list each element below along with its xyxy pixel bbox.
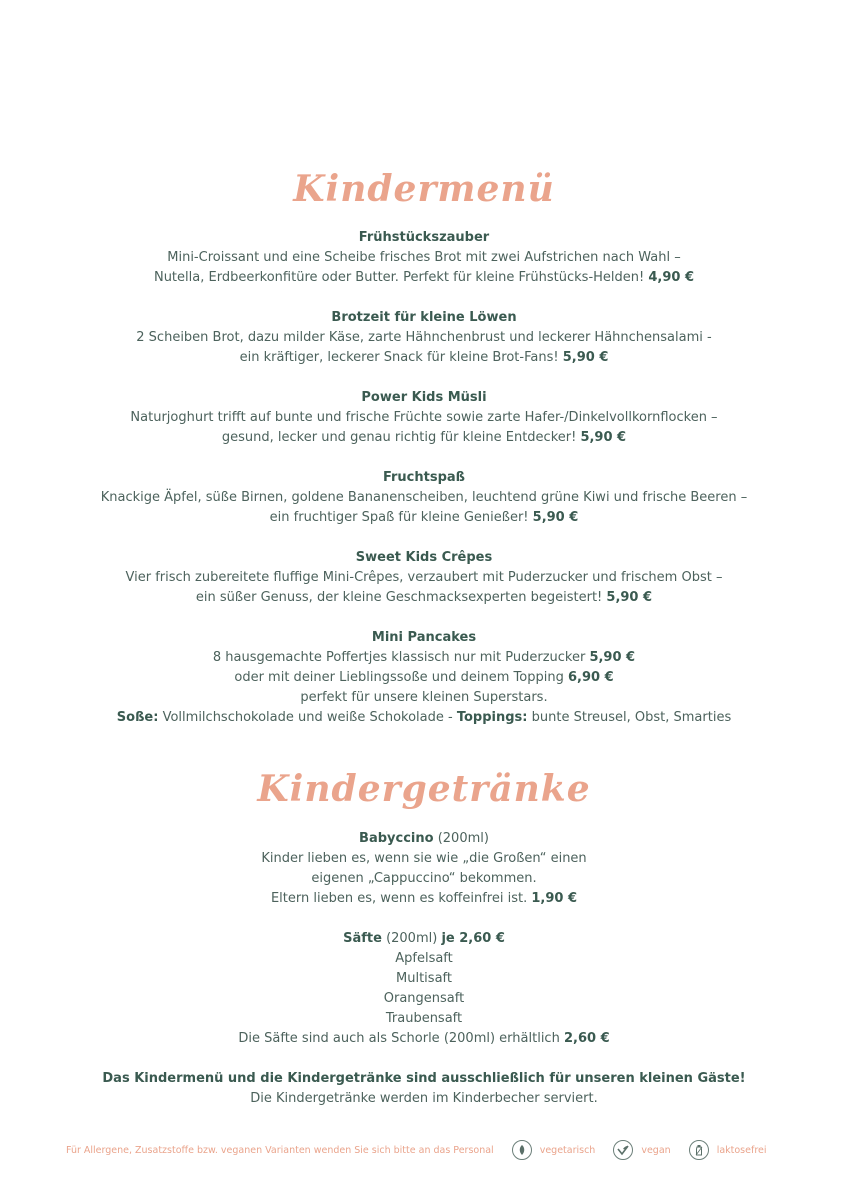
note-text: Die Kindergetränke werden im Kinderbecher serviert.: [250, 1091, 598, 1106]
item-price: 5,90 €: [562, 350, 609, 365]
item-price: 6,90 €: [567, 670, 614, 685]
juice-option: Traubensaft: [385, 1011, 463, 1026]
item-name: Sweet Kids Crêpes: [355, 550, 493, 565]
drink-item-juices: [0, 929, 848, 1049]
legend-label: laktosefrei: [716, 1144, 767, 1156]
footer: [66, 1138, 786, 1162]
item-description: perfekt für unsere kleinen Superstars.: [300, 690, 548, 705]
schorle-text: Die Säfte sind auch als Schorle (200ml) erhältlich: [238, 1031, 560, 1046]
item-price: 5,90 €: [580, 430, 627, 445]
item-description: ein süßer Genuss, der kleine Geschmacksexperten begeistert!: [195, 590, 603, 605]
item-description: Naturjoghurt trifft auf bunte und frische Früchte sowie zarte Hafer-/Dinkelvollkornflocken –: [130, 410, 718, 425]
kindergetraenke-list: [0, 829, 848, 1129]
toppings-label: Toppings:: [456, 710, 528, 725]
menu-item: [0, 228, 848, 288]
item-name: Säfte: [343, 931, 382, 946]
vegan-leaf-icon: [613, 1140, 633, 1160]
item-name: Fruchtspaß: [382, 470, 466, 485]
legend-label: vegetarisch: [539, 1144, 596, 1156]
sauce-text: Vollmilchschokolade und weiße Schokolade -: [162, 710, 453, 725]
item-description: 8 hausgemachte Poffertjes klassisch nur mit Puderzucker: [212, 650, 586, 665]
item-description: Mini-Croissant und eine Scheibe frisches Brot mit zwei Aufstrichen nach Wahl –: [167, 250, 681, 265]
item-price: 1,90 €: [531, 891, 578, 906]
item-name: Power Kids Müsli: [361, 390, 487, 405]
menu-item-pancakes: [0, 628, 848, 728]
menu-item: [0, 548, 848, 608]
allergen-note: Für Allergene, Zusatzstoffe bzw. veganen Varianten wenden Sie sich bitte an das Personal: [66, 1144, 494, 1156]
juice-option: Multisaft: [396, 971, 452, 986]
legend-label: vegan: [641, 1144, 671, 1156]
note-bold: Das Kindermenü und die Kindergetränke sind ausschließlich für unseren kleinen Gäste!: [102, 1071, 746, 1086]
item-name: Mini Pancakes: [371, 630, 477, 645]
item-description: Nutella, Erdbeerkonfitüre oder Butter. Perfekt für kleine Frühstücks-Helden!: [153, 270, 645, 285]
item-name: Babyccino: [359, 831, 434, 846]
sauce-label: Soße:: [116, 710, 159, 725]
item-description: ein fruchtiger Spaß für kleine Genießer!: [269, 510, 529, 525]
item-description: gesund, lecker und genau richtig für kleine Entdecker!: [221, 430, 577, 445]
kindermenu-list: [0, 228, 848, 748]
toppings-text: bunte Streusel, Obst, Smarties: [531, 710, 732, 725]
drinks-note: [0, 1069, 848, 1109]
item-description: 2 Scheiben Brot, dazu milder Käse, zarte Hähnchenbrust und leckerer Hähnchensalami -: [136, 330, 712, 345]
drink-item-babyccino: [0, 829, 848, 909]
item-price: 5,90 €: [532, 510, 579, 525]
item-name: Brotzeit für kleine Löwen: [331, 310, 517, 325]
item-price: 5,90 €: [606, 590, 653, 605]
item-price: 4,90 €: [648, 270, 695, 285]
item-size: (200ml): [386, 931, 438, 946]
legend-vegan: [613, 1140, 670, 1160]
item-price: 5,90 €: [589, 650, 636, 665]
section-title-kindermenu: Kindermenü: [293, 168, 555, 210]
item-name: Frühstückszauber: [358, 230, 490, 245]
item-description: ein kräftiger, leckerer Snack für kleine Brot-Fans!: [239, 350, 559, 365]
item-description: Vier frisch zubereitete fluffige Mini-Crêpes, verzaubert mit Puderzucker und frischem Obst –: [125, 570, 723, 585]
item-price: je 2,60 €: [441, 931, 505, 946]
menu-item: [0, 468, 848, 528]
item-price: 2,60 €: [563, 1031, 610, 1046]
menu-item: [0, 308, 848, 368]
legend-vegetarisch: [512, 1140, 596, 1160]
leaf-icon: [512, 1140, 532, 1160]
juice-option: Apfelsaft: [395, 951, 453, 966]
item-description: eigenen „Cappuccino“ bekommen.: [311, 871, 537, 886]
item-size: (200ml): [437, 831, 489, 846]
bottle-icon: [689, 1140, 709, 1160]
menu-item: [0, 388, 848, 448]
legend-laktosefrei: [689, 1140, 767, 1160]
item-description: Knackige Äpfel, süße Birnen, goldene Bananenscheiben, leuchtend grüne Kiwi und frische Beeren –: [100, 490, 748, 505]
item-description: Eltern lieben es, wenn es koffeinfrei ist.: [270, 891, 528, 906]
item-description: Kinder lieben es, wenn sie wie „die Großen“ einen: [261, 851, 587, 866]
item-description: oder mit deiner Lieblingssoße und deinem Topping: [234, 670, 564, 685]
juice-option: Orangensaft: [383, 991, 465, 1006]
section-title-kindergetraenke: Kindergetränke: [257, 768, 591, 810]
